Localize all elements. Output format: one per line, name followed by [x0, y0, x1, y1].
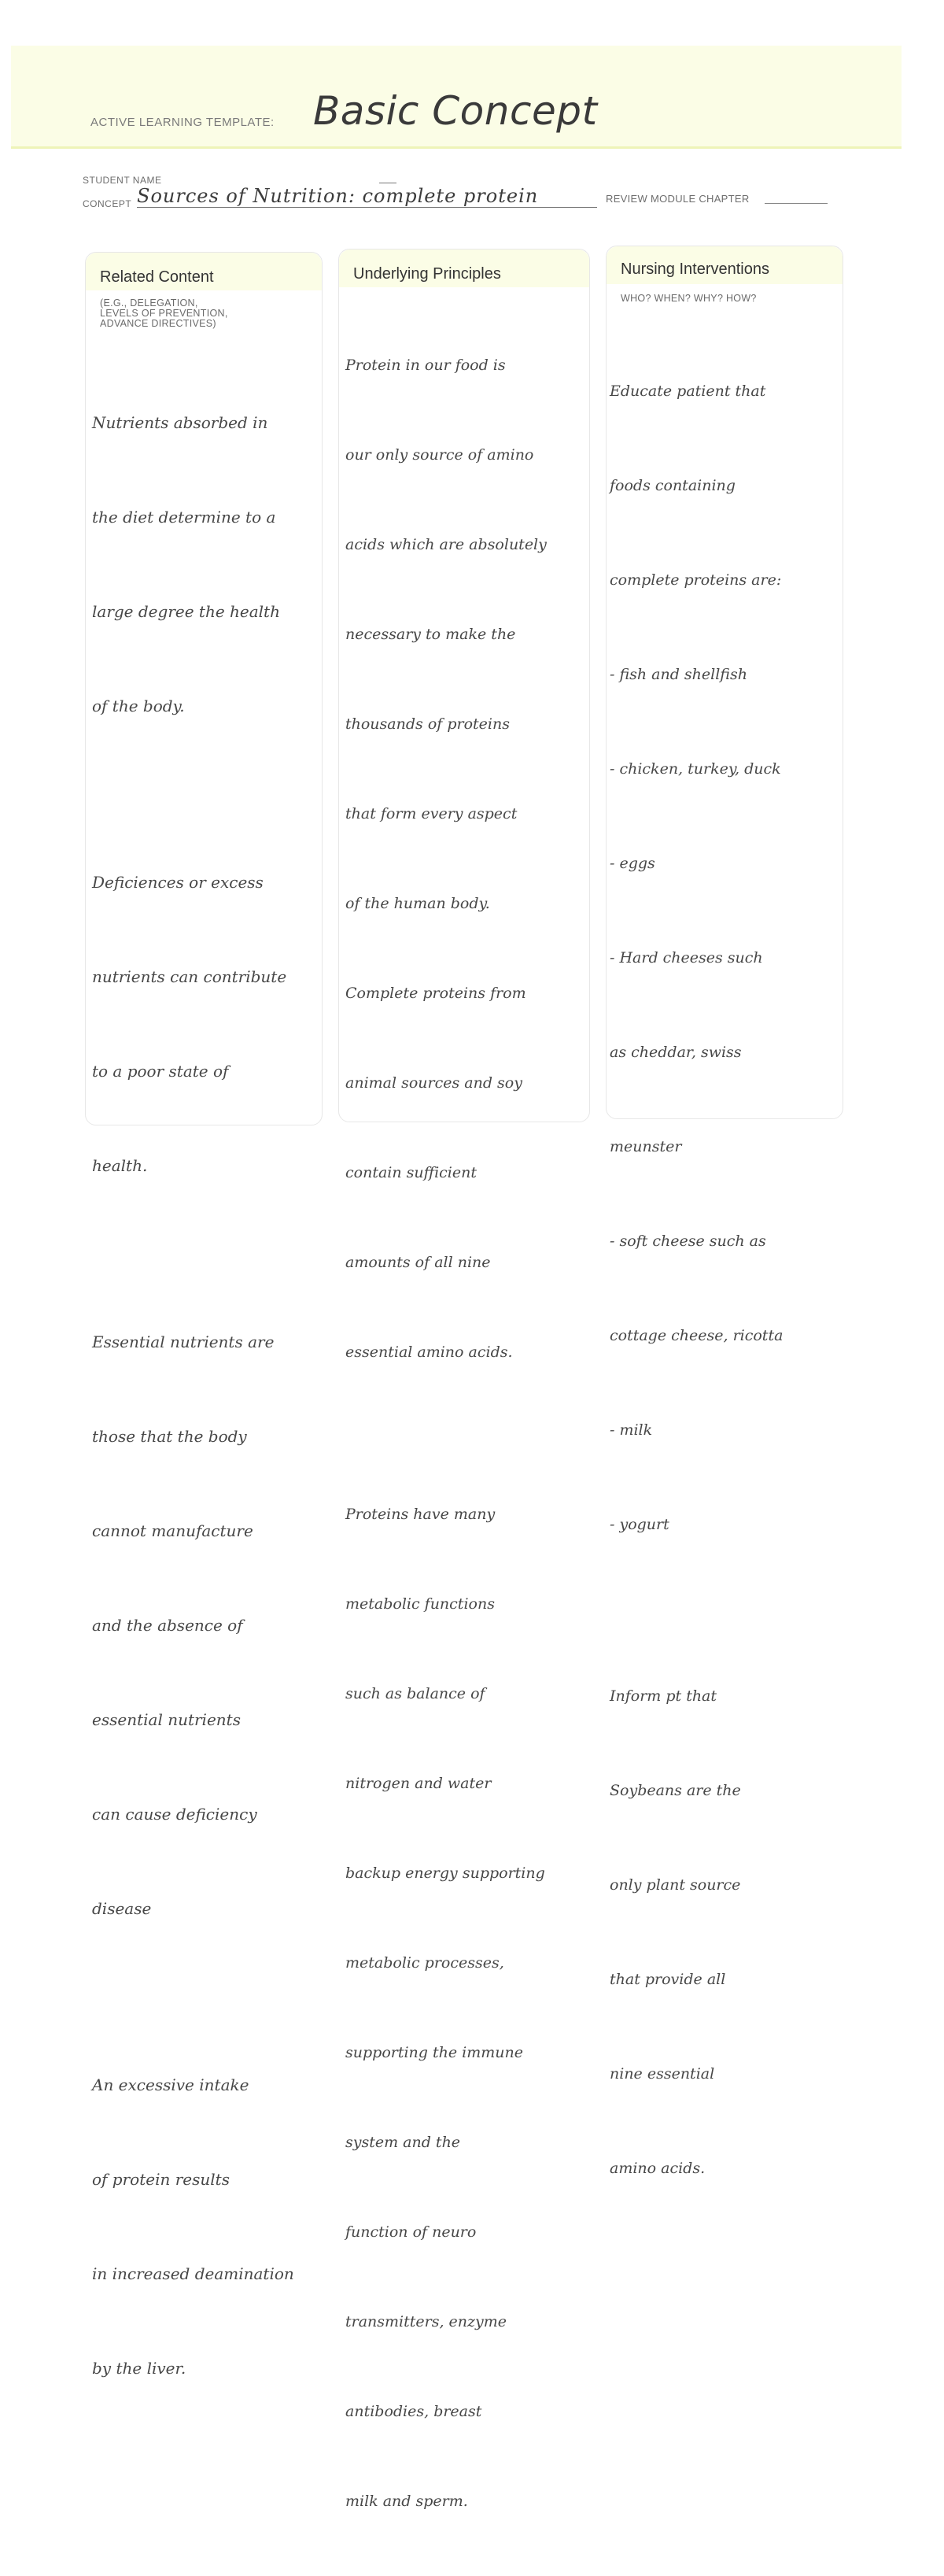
note-line: of the human body. [345, 895, 490, 912]
note-line: milk and sperm. [345, 2493, 468, 2510]
note-line: foods containing [610, 477, 736, 494]
note-line: metabolic processes, [345, 1954, 504, 1972]
note-line: thousands of proteins [345, 715, 510, 733]
underlying-principles-header [339, 249, 589, 287]
note-line: - yogurt [610, 1516, 669, 1533]
nursing-interventions-subtitle [621, 294, 757, 304]
note-line: such as balance of [345, 1685, 485, 1702]
paragraph-gap [92, 1244, 294, 1263]
subtitle-line: (E.G., DELEGATION, [100, 298, 198, 309]
note-line: Proteins have many [345, 1506, 496, 1523]
concept-underline [137, 207, 597, 208]
note-line: backup energy supporting [345, 1865, 545, 1882]
note-line: of protein results [92, 2170, 230, 2189]
note-line: Soybeans are the [610, 1782, 741, 1799]
paragraph-gap [92, 785, 294, 804]
note-line: Essential nutrients are [92, 1332, 275, 1351]
note-line: metabolic functions [345, 1595, 495, 1613]
note-line: supporting the immune [345, 2044, 523, 2061]
note-line: - fish and shellfish [610, 666, 747, 683]
note-line: those that the body [92, 1427, 247, 1446]
note-line: amino acids. [610, 2160, 706, 2177]
related-content-title: Related Content [100, 268, 214, 286]
note-line: complete proteins are: [610, 571, 782, 589]
note-line: necessary to make the [345, 626, 516, 643]
note-line: Nutrients absorbed in [92, 413, 268, 432]
subtitle-line: LEVELS OF PREVENTION, [100, 308, 228, 319]
note-line: Inform pt that [610, 1687, 717, 1705]
note-line: Protein in our food is [345, 357, 506, 374]
note-line: nine essential [610, 2065, 715, 2083]
note-line: our only source of amino [345, 446, 534, 464]
underlying-principles-column [338, 249, 590, 2510]
underlying-principles-notes[interactable] [345, 290, 547, 2576]
template-label: ACTIVE LEARNING TEMPLATE: [90, 116, 275, 129]
subtitle-line: WHO? WHEN? WHY? HOW? [621, 293, 757, 304]
paragraph-gap [345, 1427, 547, 1440]
related-content-subtitle [100, 298, 228, 329]
note-line: that form every aspect [345, 805, 518, 822]
note-line: as cheddar, swiss [610, 1044, 742, 1061]
note-line: function of neuro [345, 2223, 477, 2241]
note-line: of the body. [92, 697, 185, 715]
note-line: animal sources and soy [345, 1074, 522, 1092]
note-line: Complete proteins from [345, 985, 526, 1002]
note-line: acids which are absolutely [345, 536, 547, 553]
related-content-notes[interactable] [92, 344, 294, 2447]
related-content-column [85, 252, 323, 2378]
student-name-label: STUDENT NAME [83, 175, 162, 186]
note-line: - soft cheese such as [610, 1233, 766, 1250]
note-line: nutrients can contribute [92, 967, 287, 986]
note-line: Deficiences or excess [92, 873, 264, 892]
nursing-interventions-column [606, 246, 843, 2177]
note-line: transmitters, enzyme [345, 2313, 507, 2330]
note-line: only plant source [610, 1876, 741, 1894]
note-line: essential nutrients [92, 1710, 241, 1729]
paragraph-gap [610, 1603, 783, 1617]
nursing-interventions-header [607, 246, 843, 284]
review-module-field[interactable] [765, 203, 828, 204]
note-line: health. [92, 1156, 148, 1175]
note-line: - chicken, turkey, duck [610, 760, 781, 778]
note-line: can cause deficiency [92, 1805, 257, 1824]
note-line: amounts of all nine [345, 1254, 491, 1271]
nursing-interventions-title: Nursing Interventions [621, 261, 769, 278]
note-line: essential amino acids. [345, 1343, 513, 1361]
note-line: system and the [345, 2134, 461, 2151]
nursing-interventions-notes[interactable] [610, 312, 783, 2247]
note-line: contain sufficient [345, 1164, 477, 1181]
note-line: - Hard cheeses such [610, 949, 763, 966]
note-line: large degree the health [92, 602, 280, 621]
note-line: to a poor state of [92, 1062, 229, 1081]
note-line: by the liver. [92, 2359, 186, 2378]
note-line: nitrogen and water [345, 1775, 492, 1792]
note-line: cannot manufacture [92, 1521, 253, 1540]
note-line: in increased deamination [92, 2264, 294, 2283]
subtitle-line: ADVANCE DIRECTIVES) [100, 318, 216, 329]
note-line: and the absence of [92, 1616, 243, 1635]
note-line: that provide all [610, 1971, 726, 1988]
review-module-label: REVIEW MODULE CHAPTER [606, 193, 750, 205]
note-line: Educate patient that [610, 383, 766, 400]
note-line: An excessive intake [92, 2075, 249, 2094]
note-line: - milk [610, 1421, 653, 1439]
concept-field[interactable]: Sources of Nutrition: complete protein [137, 185, 539, 207]
concept-label: CONCEPT [83, 198, 132, 209]
note-line: - eggs [610, 855, 655, 872]
note-line: the diet determine to a [92, 508, 276, 527]
page-title: Basic Concept [313, 88, 598, 134]
note-line: antibodies, breast [345, 2403, 482, 2420]
note-line: disease [92, 1899, 152, 1918]
note-line: meunster [610, 1138, 682, 1155]
note-line: cottage cheese, ricotta [610, 1327, 784, 1344]
paragraph-gap [92, 1987, 294, 2006]
related-content-header [86, 253, 322, 290]
underlying-principles-title: Underlying Principles [353, 265, 501, 283]
